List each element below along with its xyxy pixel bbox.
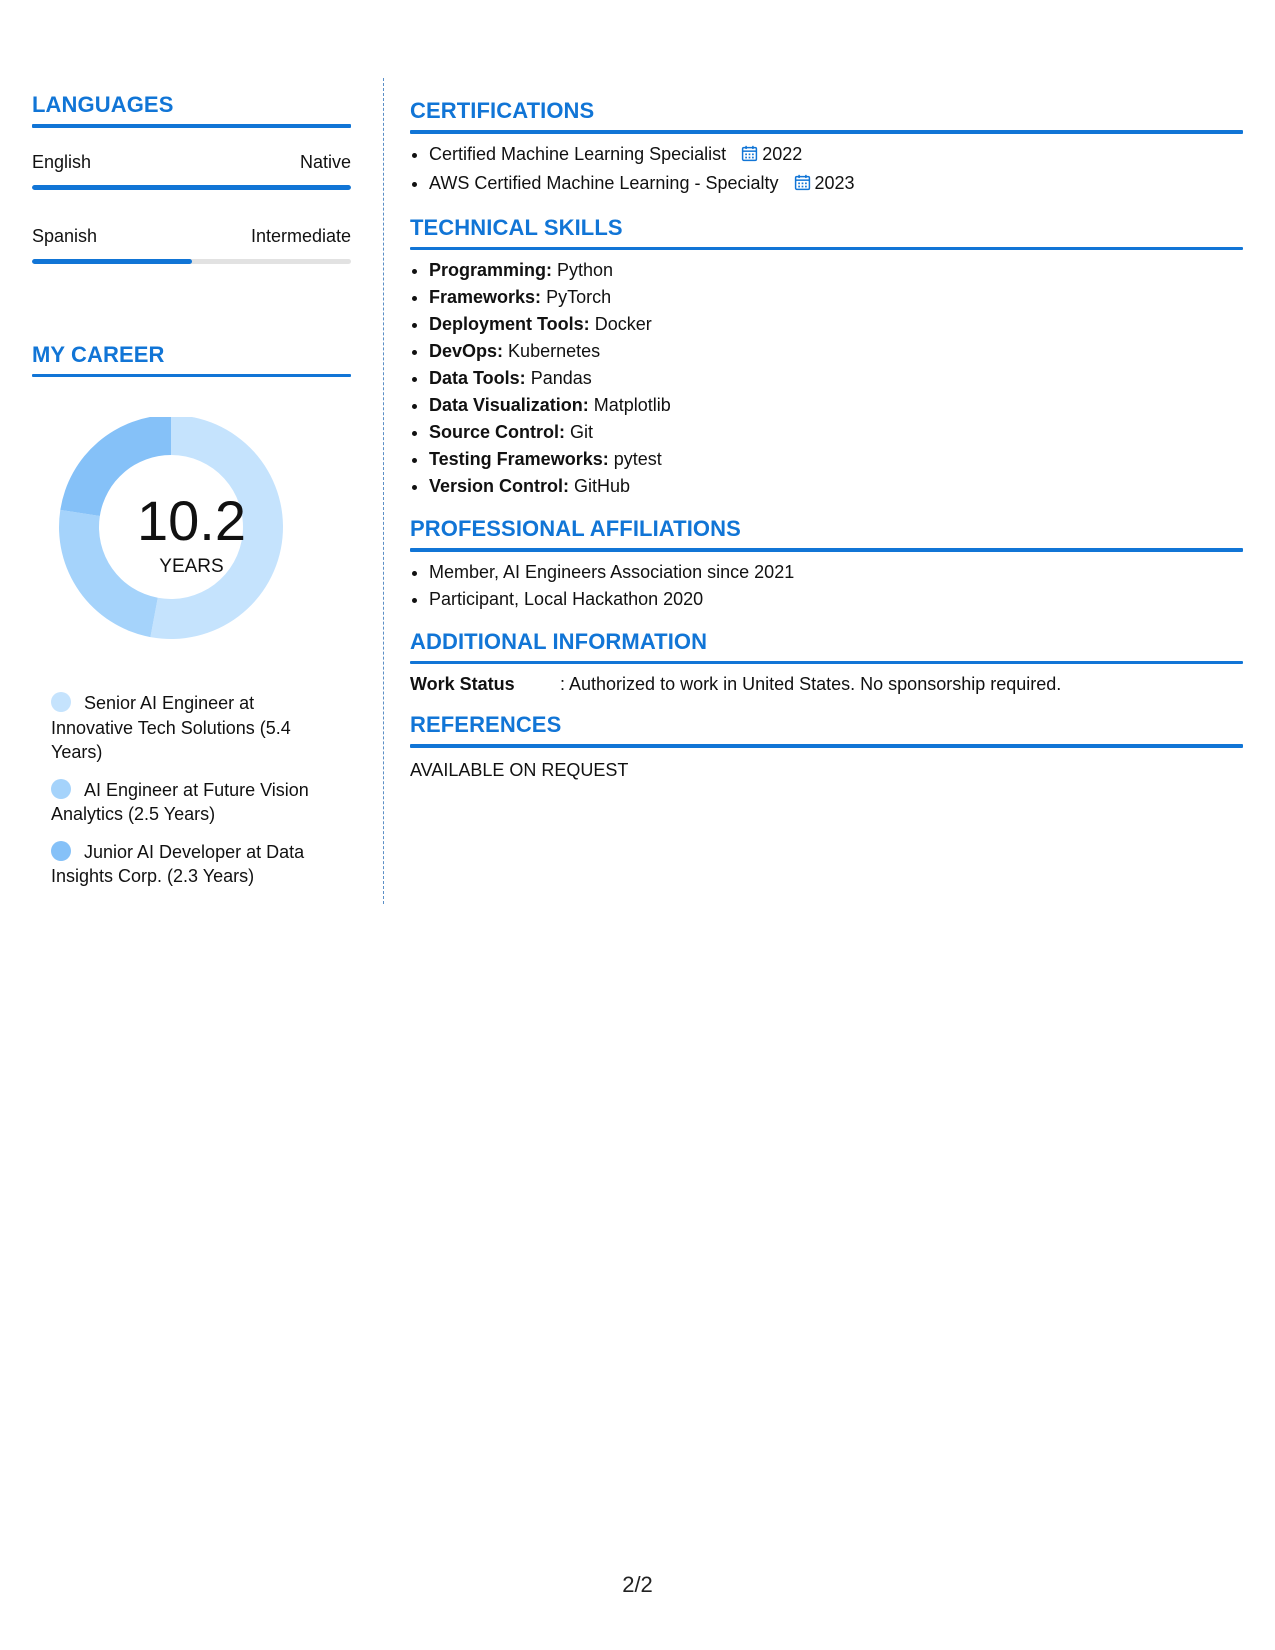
- left-column: [32, 92, 351, 902]
- skill-item: [429, 392, 1243, 419]
- certification-item: [429, 141, 1243, 170]
- certification-item: [429, 170, 1243, 199]
- work-status-row: [410, 672, 1243, 696]
- references-title: REFERENCES: [410, 712, 562, 737]
- languages-rule: [32, 124, 351, 128]
- legend-label: Junior AI Developer at Data Insights Corp. (2.3 Years): [51, 841, 305, 886]
- career-total-value: 10.2: [137, 489, 246, 552]
- language-item: [32, 150, 351, 190]
- certification-name: Certified Machine Learning Specialist: [429, 143, 727, 164]
- legend-label: Senior AI Engineer at Innovative Tech Solutions (5.4 Years): [51, 693, 291, 762]
- affiliation-item: • Participant, Local Hackathon 2020: [429, 586, 1243, 613]
- skill-item: [429, 365, 1243, 392]
- skill-item: [429, 446, 1243, 473]
- language-proficiency-bar: [32, 259, 351, 264]
- certification-year: 2023: [814, 172, 855, 193]
- skill-value: pytest: [613, 449, 662, 469]
- language-level: Native: [299, 151, 351, 172]
- affiliations-title: PROFESSIONAL AFFILIATIONS: [410, 516, 741, 541]
- additional-info-title: ADDITIONAL INFORMATION: [410, 628, 708, 654]
- skill-label: Deployment Tools:: [429, 314, 590, 334]
- certifications-title: CERTIFICATIONS: [410, 98, 595, 123]
- language-proficiency-fill: [32, 259, 192, 264]
- skill-label: Data Visualization:: [429, 395, 589, 415]
- skill-value: Pandas: [530, 368, 592, 388]
- skill-label: Frameworks:: [429, 287, 542, 307]
- certifications-section: [410, 98, 1243, 199]
- additional-info-rule: [410, 661, 1243, 665]
- additional-info-section: [410, 629, 1243, 697]
- legend-dot: [51, 779, 71, 799]
- legend-dot: [51, 841, 71, 861]
- legend-dot: [51, 692, 71, 712]
- legend-label: AI Engineer at Future Vision Analytics (2.5 Years): [51, 779, 309, 824]
- skill-value: Python: [557, 260, 614, 280]
- skill-item: [429, 419, 1243, 446]
- career-section: [32, 342, 351, 889]
- skill-value: GitHub: [574, 476, 631, 496]
- skill-label: Testing Frameworks:: [429, 449, 609, 469]
- career-total-unit: YEARS: [159, 556, 224, 577]
- affiliations-rule: [410, 548, 1243, 552]
- skills-section: [410, 215, 1243, 501]
- certifications-rule: [410, 130, 1243, 134]
- career-donut-chart: [32, 417, 351, 657]
- skills-list: [410, 257, 1243, 500]
- affiliations-list: [410, 559, 1243, 613]
- language-level: Intermediate: [250, 225, 351, 246]
- column-divider: [383, 78, 384, 904]
- skill-value: Kubernetes: [508, 341, 601, 361]
- affiliations-section: [410, 516, 1243, 613]
- skill-label: Programming:: [429, 260, 553, 280]
- work-status-label: Work Status: [410, 674, 515, 694]
- language-name: Spanish: [32, 225, 98, 246]
- career-title: MY CAREER: [32, 341, 165, 367]
- right-column: [410, 98, 1243, 798]
- calendar-icon: [741, 143, 758, 170]
- certification-name: AWS Certified Machine Learning - Specialty: [429, 172, 779, 193]
- skill-item: [429, 311, 1243, 338]
- certifications-list: [410, 141, 1243, 199]
- language-name: English: [32, 151, 92, 172]
- skills-rule: [410, 247, 1243, 251]
- language-proficiency-fill: [32, 185, 351, 190]
- skill-value: Docker: [594, 314, 652, 334]
- career-legend-item: [51, 691, 331, 765]
- skill-label: Version Control:: [429, 476, 570, 496]
- references-section: [410, 712, 1243, 782]
- career-legend: [32, 691, 351, 889]
- language-item: [32, 224, 351, 264]
- references-rule: [410, 744, 1243, 748]
- skill-label: Data Tools:: [429, 368, 526, 388]
- career-legend-item: [51, 840, 331, 889]
- page-number: 2/2: [622, 1572, 653, 1597]
- skill-value: PyTorch: [546, 287, 612, 307]
- career-legend-item: [51, 778, 331, 827]
- skill-value: Matplotlib: [593, 395, 671, 415]
- career-rule: [32, 374, 351, 378]
- languages-section: [32, 92, 351, 264]
- language-proficiency-bar: [32, 185, 351, 190]
- calendar-icon: [794, 172, 811, 199]
- skill-value: Git: [570, 422, 594, 442]
- skill-label: Source Control:: [429, 422, 566, 442]
- work-status-value: : Authorized to work in United States. No sponsorship required.: [560, 674, 1062, 694]
- languages-title: LANGUAGES: [32, 92, 174, 117]
- skill-item: [429, 473, 1243, 500]
- skill-item: [429, 338, 1243, 365]
- skill-label: DevOps:: [429, 341, 504, 361]
- affiliation-item: • Member, AI Engineers Association since 2021: [429, 559, 1243, 586]
- skill-item: [429, 284, 1243, 311]
- certification-year: 2022: [762, 143, 803, 164]
- references-text: AVAILABLE ON REQUEST: [410, 759, 629, 780]
- skills-title: TECHNICAL SKILLS: [410, 214, 623, 240]
- skill-item: [429, 257, 1243, 284]
